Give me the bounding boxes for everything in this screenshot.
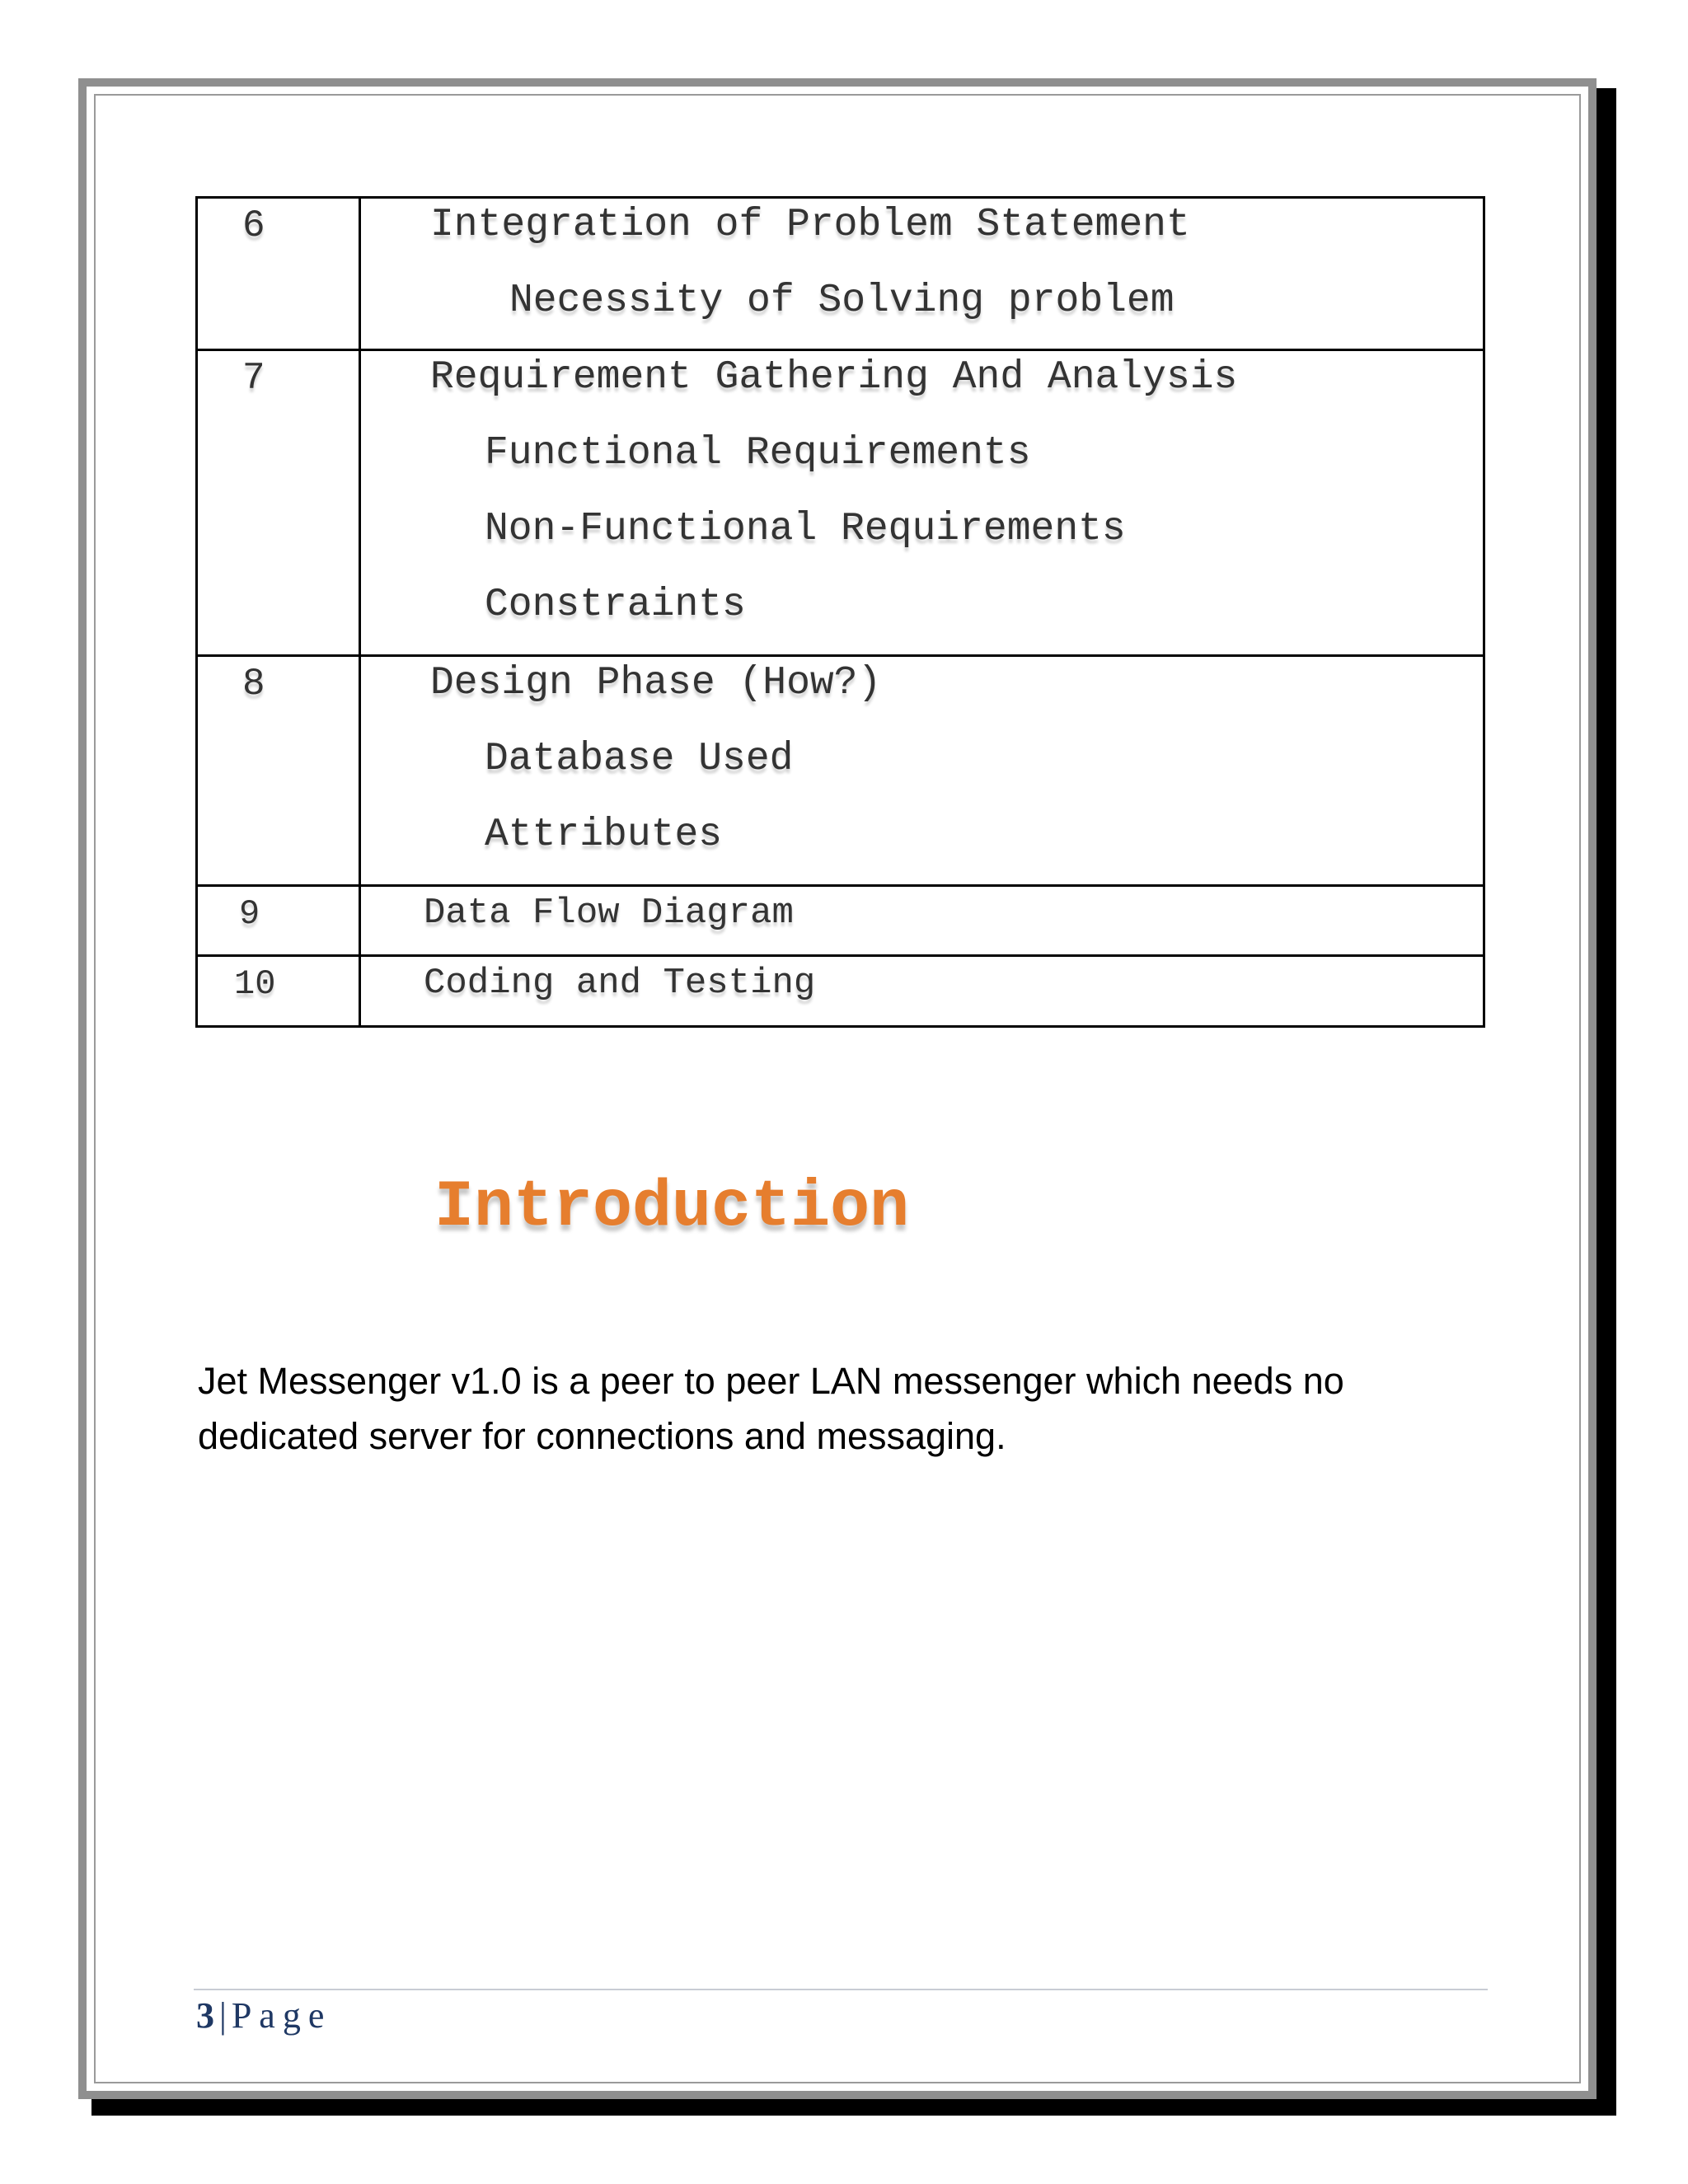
footer-divider — [194, 1989, 1488, 1990]
toc-row-8 — [197, 656, 1484, 886]
toc-sub-entry: Functional Requirements — [485, 431, 1031, 476]
page-footer — [196, 1993, 331, 2039]
toc-row-9 — [197, 886, 1484, 956]
toc-sub-entry: Non-Functional Requirements — [485, 507, 1126, 551]
toc-row-number: 6 — [197, 198, 360, 350]
toc-sub-entry: Constraints — [485, 583, 746, 627]
toc-row-content — [360, 656, 1484, 886]
toc-row-content — [360, 956, 1484, 1027]
footer-separator: | — [219, 1995, 227, 2036]
toc-main-entry: Requirement Gathering And Analysis — [430, 355, 1238, 400]
toc-main-entry: Integration of Problem Statement — [430, 203, 1190, 247]
page-number: 3 — [196, 1995, 214, 2036]
page-label: Page — [231, 1995, 332, 2036]
toc-main-entry: Data Flow Diagram — [424, 893, 794, 934]
toc-sub-entry: Attributes — [485, 813, 723, 857]
toc-main-entry: Design Phase (How?) — [430, 661, 882, 705]
toc-row-content — [360, 886, 1484, 956]
toc-row-content — [360, 350, 1484, 656]
toc-sub-entry: Necessity of Solving problem — [509, 279, 1175, 323]
toc-row-content — [360, 198, 1484, 350]
section-heading: Introduction — [434, 1170, 910, 1245]
toc-row-number: 7 — [197, 350, 360, 656]
toc-row-number: 8 — [197, 656, 360, 886]
toc-row-6 — [197, 198, 1484, 350]
table-of-contents — [195, 196, 1485, 1028]
toc-row-number: 9 — [197, 886, 360, 956]
toc-row-number: 10 — [197, 956, 360, 1027]
toc-main-entry: Coding and Testing — [424, 963, 816, 1004]
intro-paragraph: Jet Messenger v1.0 is a peer to peer LAN messenger which needs no dedicated server for connections and messaging. — [198, 1360, 1344, 1457]
toc-row-10 — [197, 956, 1484, 1027]
toc-row-7 — [197, 350, 1484, 656]
toc-sub-entry: Database Used — [485, 737, 794, 781]
